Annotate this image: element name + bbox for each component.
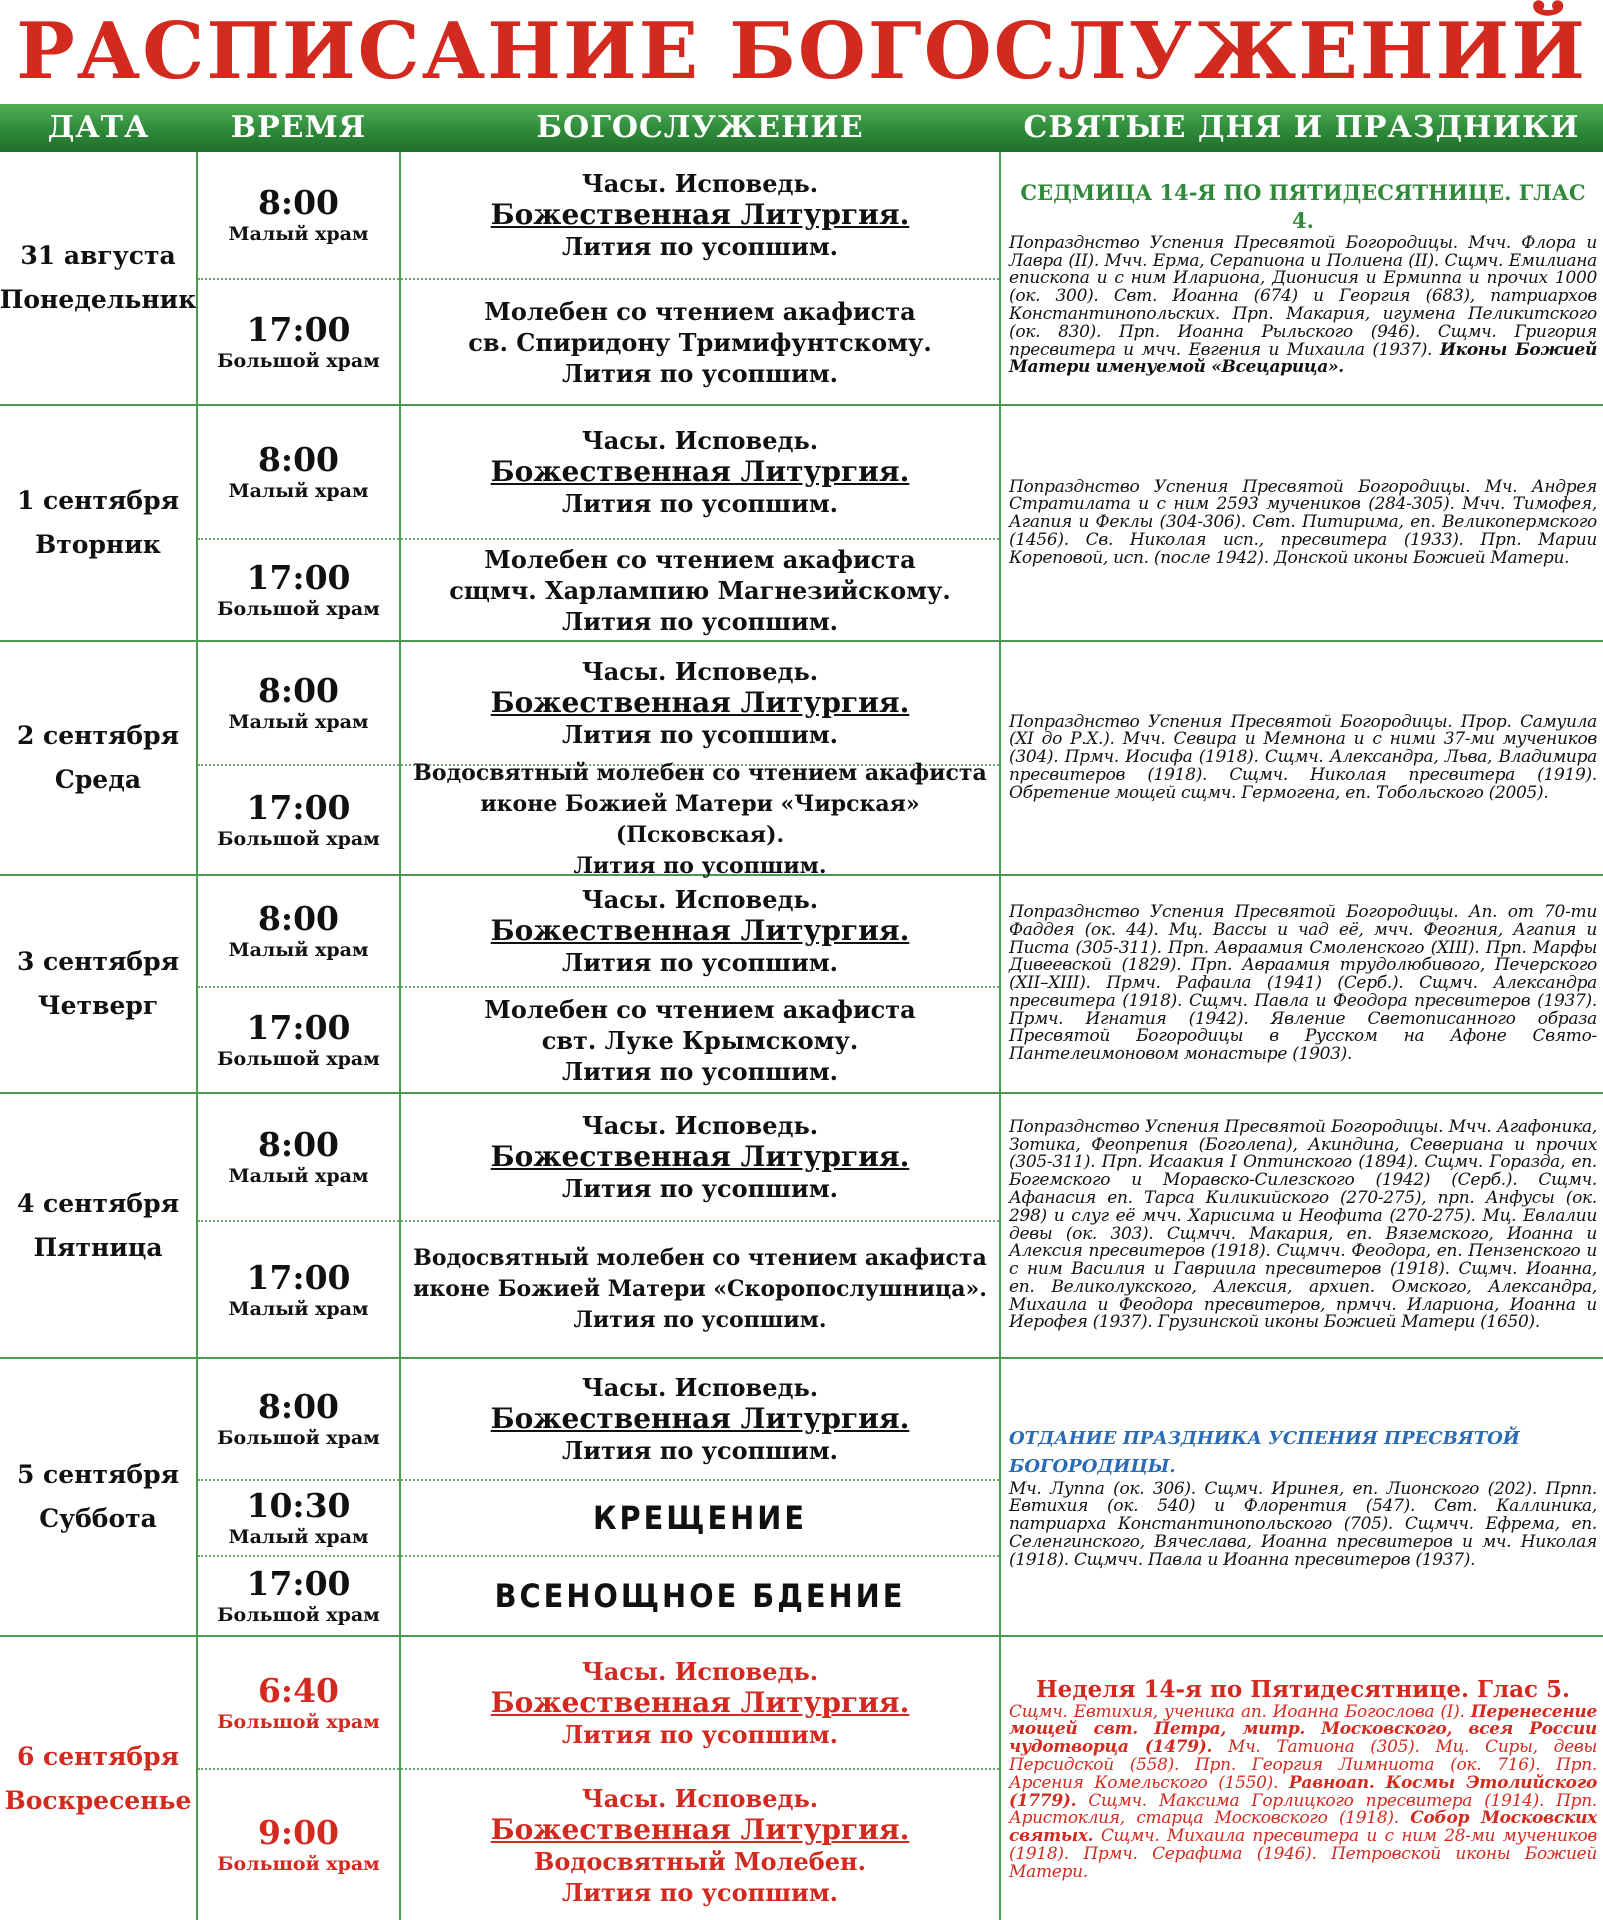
service-line: Лития по усопшим.	[561, 606, 839, 636]
service-line: свт. Луке Крымскому.	[541, 1025, 859, 1055]
service-time: 17:00	[246, 310, 351, 349]
service-line: Лития по усопшим.	[561, 232, 839, 261]
service-time: 17:00	[246, 1008, 351, 1047]
service-time: 8:00	[257, 440, 340, 479]
date-cell	[0, 152, 196, 404]
service-line: Лития по усопшим.	[561, 1719, 839, 1749]
service-line: Часы. Исповедь.	[581, 1373, 819, 1402]
saints-text: Мч. Луппа (ок. 306). Сщмч. Иринея, еп. Лионского (202). Прпп. Евтихия (ок. 540) и Флорентия (547). Свт. Каллиника, патриарха Константинопольского (705). Сщмчч. Ефрема, еп. Селенгинского, Вячеслава, Иоанна пресвитеров и мч. Николая (1918). Сщмчч. Павла и Иоанна пресвитеров (1937).	[1009, 1478, 1597, 1570]
service-line: Божественная Литургия.	[490, 914, 910, 947]
date-cell	[0, 1637, 196, 1920]
service-line: Часы. Исповедь.	[581, 1111, 819, 1140]
table-header	[0, 104, 1603, 152]
service-line: Водосвятный молебен со чтением акафиста	[413, 1245, 987, 1271]
time-cell	[198, 1359, 399, 1479]
weekday-label: Вторник	[35, 530, 161, 559]
day-row	[0, 876, 1603, 1094]
saints-text	[1009, 232, 1598, 378]
service-line: Божественная Литургия.	[490, 1812, 910, 1846]
service-place: Большой храм	[217, 350, 380, 372]
service-line: Часы. Исповедь.	[581, 1783, 819, 1813]
saints-text: Попразднство Успения Пресвятой Богородицы. Прор. Самуила (XI до Р.Х.). Мчч. Севира и Мемнона и с ними 37-ми мучеников (304). Прмч. Иосифа (1918). Сщмч. Александра, Льва, Владимира пресвитеров (1918). Сщмч. Николая пресвитера (1919). Обретение мощей сщмч. Гермогена, еп. Тобольского (2005).	[1009, 711, 1597, 803]
time-cell	[198, 540, 399, 640]
saints-part: Мч. Татиона (305). Мц. Сиры, девы Персидской (558). Прп. Георгия Лимниота (ок. 716). Прп. Арсения Комельского (1550).	[1009, 1737, 1598, 1793]
service-cell	[401, 1359, 999, 1479]
service-cell	[401, 152, 999, 278]
time-cell	[198, 766, 399, 874]
service-slot	[198, 538, 999, 640]
date-label: 4 сентября	[16, 1188, 180, 1218]
service-time: 8:00	[257, 183, 340, 222]
service-cell	[401, 1557, 999, 1635]
date-cell	[0, 876, 196, 1092]
service-line: Лития по усопшим.	[561, 358, 839, 388]
service-cell	[401, 1094, 999, 1220]
service-line: Часы. Исповедь.	[581, 426, 819, 455]
saints-text: Попразднство Успения Пресвятой Богородицы. Мч. Андрея Стратилата и с ним 2593 мучеников (284-305). Мчч. Тимофея, Агапия и Феклы (304-306). Свт. Питирима, еп. Великопермского (1456). Св. Николая исп., пресвитера (1933). Прп. Марии Кореповой, исп. (после 1942). Донской иконы Божией Матери.	[1009, 476, 1597, 568]
service-slot	[198, 278, 999, 404]
service-time: 8:00	[257, 1125, 340, 1164]
day-row	[0, 1359, 1603, 1637]
saints-text	[1009, 1701, 1598, 1882]
time-cell	[198, 988, 399, 1092]
day-row	[0, 642, 1603, 879]
service-place: Малый храм	[228, 711, 369, 733]
service-time: 10:30	[246, 1486, 351, 1525]
date-cell	[0, 1094, 196, 1357]
service-line: Лития по усопшим.	[561, 948, 839, 977]
header-saints: СВЯТЫЕ ДНЯ И ПРАЗДНИКИ	[1023, 110, 1580, 145]
time-cell	[198, 280, 399, 404]
service-slot	[198, 1220, 999, 1357]
saints-part: Собор Московских святых.	[1009, 1808, 1597, 1847]
service-line: Молебен со чтением акафиста	[484, 994, 916, 1024]
saints-text: Попразднство Успения Пресвятой Богородицы. Ап. от 70-ти Фаддея (ок. 44). Мц. Вассы и чад её, мчч. Феогния, Агапия и Писта (305-311). Прп. Авраамия Смоленского (XIII). Прп. Марфы Дивеевской (1829). Прп. Авраамия трудолюбивого, Печерского (XII–XIII). Прмч. Рафаила (1941) (Серб.). Сщмч. Александра пресвитера (1918). Сщмч. Павла и Феодора пресвитеров (1937). Прмч. Игнатия (1942). Явление Светописанного образа Пресвятой Богородицы в Русском на Афоне Свято-Пантелеимоновом монастыре (1903).	[1009, 901, 1597, 1065]
weekday-label: Понедельник	[0, 285, 197, 314]
date-cell	[0, 1359, 196, 1635]
service-place: Малый храм	[228, 480, 369, 502]
saints-part: Сщмч. Евтихия, ученика ап. Иоанна Богослова (I).	[1009, 1701, 1471, 1722]
service-place: Малый храм	[228, 1526, 369, 1548]
saints-part: Сщмч. Максима Горлицкого пресвитера (1914). Прп. Аристоклия, старца Московского (1918).	[1009, 1790, 1597, 1829]
saints-cell	[1001, 1637, 1603, 1920]
service-place: Большой храм	[217, 1853, 380, 1875]
service-time: 17:00	[246, 558, 351, 597]
service-slot	[198, 1094, 999, 1220]
service-line: Часы. Исповедь.	[581, 1656, 819, 1686]
service-line: св. Спиридону Тримифунтскому.	[468, 327, 932, 357]
service-slot	[198, 1359, 999, 1479]
time-cell	[198, 876, 399, 986]
date-label: 6 сентября	[16, 1741, 180, 1771]
service-line: Лития по усопшим.	[561, 489, 839, 518]
service-place: Малый храм	[228, 1165, 369, 1187]
service-line: Божественная Литургия.	[490, 198, 910, 231]
service-time: 9:00	[257, 1813, 340, 1852]
saints-cell	[1001, 1094, 1603, 1357]
service-place: Большой храм	[217, 1048, 380, 1070]
date-label: 31 августа	[20, 241, 176, 270]
service-cell	[401, 406, 999, 538]
saints-heading: СЕДМИЦА 14-Я ПО ПЯТИДЕСЯТНИЦЕ. ГЛАС 4.	[1020, 179, 1586, 233]
service-line: Водосвятный молебен со чтением акафиста	[413, 760, 987, 786]
header-date: ДАТА	[47, 110, 150, 145]
service-cell	[401, 760, 999, 879]
service-line: иконе Божией Матери «Чирская» (Псковская).	[480, 791, 920, 848]
service-line: сщмч. Харлампию Магнезийскому.	[449, 575, 951, 605]
service-line: Лития по усопшим.	[573, 1307, 827, 1333]
page-title: РАСПИСАНИЕ БОГОСЛУЖЕНИЙ	[16, 6, 1587, 97]
service-line: Божественная Литургия.	[490, 1402, 910, 1435]
schedule-table	[0, 152, 1603, 1920]
service-line: КРЕЩЕНИЕ	[593, 1498, 807, 1537]
service-line: Лития по усопшим.	[561, 1056, 839, 1086]
service-place: Малый храм	[228, 1297, 369, 1320]
service-line: Молебен со чтением акафиста	[484, 296, 916, 326]
service-slot	[198, 1768, 999, 1920]
day-row	[0, 152, 1603, 406]
service-cell	[401, 988, 999, 1092]
service-time: 17:00	[246, 1564, 351, 1603]
service-time: 8:00	[257, 671, 340, 710]
weekday-label: Среда	[54, 765, 142, 794]
service-cell	[401, 1481, 999, 1555]
saints-heading: Неделя 14-я по Пятидесятнице. Глас 5.	[1035, 1675, 1571, 1703]
time-cell	[198, 1770, 399, 1920]
service-place: Большой храм	[217, 828, 380, 850]
date-label: 5 сентября	[16, 1460, 180, 1489]
service-time: 8:00	[257, 899, 340, 938]
service-place: Большой храм	[217, 598, 380, 620]
service-line: Часы. Исповедь.	[581, 169, 819, 198]
saints-part: Перенесение мощей свт. Петра, митр. Московского, всея России чудотворца (1479).	[1009, 1701, 1597, 1758]
date-label: 3 сентября	[16, 947, 180, 976]
service-cell	[401, 1637, 999, 1768]
service-cell	[401, 1770, 999, 1920]
service-slot	[198, 1479, 999, 1555]
date-label: 2 сентября	[16, 721, 180, 750]
service-slot	[198, 876, 999, 986]
time-cell	[198, 1481, 399, 1555]
time-cell	[198, 406, 399, 538]
service-place: Большой храм	[217, 1710, 380, 1733]
time-cell	[198, 152, 399, 278]
service-cell	[401, 876, 999, 986]
time-cell	[198, 642, 399, 764]
saints-cell	[1001, 876, 1603, 1092]
service-line: Божественная Литургия.	[490, 686, 910, 719]
weekday-label: Суббота	[39, 1504, 157, 1533]
saints-cell	[1001, 152, 1603, 404]
service-line: Божественная Литургия.	[490, 455, 910, 488]
service-line: Лития по усопшим.	[561, 1174, 839, 1203]
header-time: ВРЕМЯ	[230, 110, 367, 145]
weekday-label: Пятница	[33, 1232, 163, 1262]
saints-heading: ОТДАНИЕ ПРАЗДНИКА УСПЕНИЯ ПРЕСВЯТОЙ БОГОРОДИЦЫ.	[1009, 1427, 1520, 1477]
service-time: 17:00	[246, 788, 351, 827]
time-cell	[198, 1637, 399, 1768]
service-place: Малый храм	[228, 223, 369, 245]
service-slot	[198, 152, 999, 278]
service-cell	[401, 642, 999, 764]
day-row	[0, 1094, 1603, 1359]
saints-part: Сщмч. Михаила пресвитера и с ним 28-ми мучеников (1918). Прмч. Серафима (1946). Петровской иконы Божией Матери.	[1009, 1826, 1597, 1882]
service-slot	[198, 642, 999, 764]
service-line: Водосвятный Молебен.	[534, 1846, 866, 1876]
service-time: 6:40	[257, 1670, 340, 1710]
service-line: Лития по усопшим.	[573, 853, 827, 879]
service-line: Лития по усопшим.	[561, 720, 839, 749]
service-cell	[401, 1222, 999, 1357]
service-place: Большой храм	[217, 1427, 380, 1449]
service-place: Большой храм	[217, 1604, 380, 1626]
saints-cell	[1001, 1359, 1603, 1635]
saints-cell	[1001, 406, 1603, 640]
service-slot	[198, 1555, 999, 1635]
service-slot	[198, 986, 999, 1092]
saints-text-body: Попразднство Успения Пресвятой Богородицы. Мчч. Флора и Лавра (II). Мчч. Ерма, Серапиона и Полиена (II). Сщмч. Емилиана епископа и с ним Илариона, Дионисия и Ермиппа и прочих 1000 (ок. 300). Свт. Иоанна (674) и Георгия (683), патриархов Константинопольских. Прп. Макария, игумена Пеликитского (ок. 830). Прп. Иоанна Рыльского (946). Сщмч. Григория пресвитера и мчч. Евгения и Михаила (1937).	[1009, 232, 1597, 360]
saints-text-bold: Иконы Божией Матери именуемой «Всецарица».	[1009, 339, 1598, 378]
service-line: Молебен со чтением акафиста	[484, 544, 916, 574]
saints-part: Равноап. Космы Этолийского (1779).	[1009, 1772, 1597, 1811]
service-line: иконе Божией Матери «Скоропослушница».	[413, 1276, 987, 1302]
date-label: 1 сентября	[16, 486, 180, 515]
service-cell	[401, 540, 999, 640]
header-service: БОГОСЛУЖЕНИЕ	[536, 110, 864, 145]
service-line: Божественная Литургия.	[490, 1685, 910, 1719]
date-cell	[0, 406, 196, 640]
day-row	[0, 406, 1603, 642]
service-slot	[198, 406, 999, 538]
day-row	[0, 1637, 1603, 1920]
service-line: Часы. Исповедь.	[581, 657, 819, 686]
weekday-label: Воскресенье	[4, 1785, 192, 1815]
service-line: Лития по усопшим.	[561, 1436, 839, 1465]
service-line: ВСЕНОЩНОЕ БДЕНИЕ	[494, 1576, 906, 1615]
service-line: Божественная Литургия.	[490, 1140, 910, 1173]
time-cell	[198, 1094, 399, 1220]
service-time: 8:00	[257, 1387, 340, 1426]
service-slot	[198, 760, 999, 879]
service-cell	[401, 280, 999, 404]
service-line: Часы. Исповедь.	[581, 885, 819, 914]
time-cell	[198, 1557, 399, 1635]
service-time: 17:00	[246, 1257, 351, 1297]
service-slot	[198, 1637, 999, 1768]
weekday-label: Четверг	[37, 991, 159, 1020]
service-line: Лития по усопшим.	[561, 1877, 839, 1907]
service-place: Малый храм	[228, 939, 369, 961]
time-cell	[198, 1222, 399, 1357]
date-cell	[0, 642, 196, 874]
saints-cell	[1001, 642, 1603, 874]
saints-text: Попразднство Успения Пресвятой Богородицы. Мчч. Агафоника, Зотика, Феопрепия (Боголепа), Акиндина, Севериана и прочих (305-311). Прп. Исаакия I Оптинского (1894). Сщмч. Горазда, еп. Богемского и Моравско-Силезского (1942) (Серб.). Сщмч. Афанасия еп. Тарса Киликийского (270-275), прп. Анфусы (ок. 298) и слуг её мчч. Харисима и Неофита (270-275). Мц. Евлалии девы (ок. 303). Сщмчч. Макария, еп. Вяземского, Иоанна и Алексия пресвитеров (1918). Сщмчч. Феодора, еп. Пензенского и с ним Василия и Гавриила пресвитеров (1918). Сщмч. Иоанна, еп. Великолукского, Алексия, архиеп. Омского, Александра, Михаила и Феодора пресвитеров, прмчч. Илариона, Иоанна и Иерофея (1937). Грузинской иконы Божией Матери (1650).	[1009, 1116, 1597, 1333]
